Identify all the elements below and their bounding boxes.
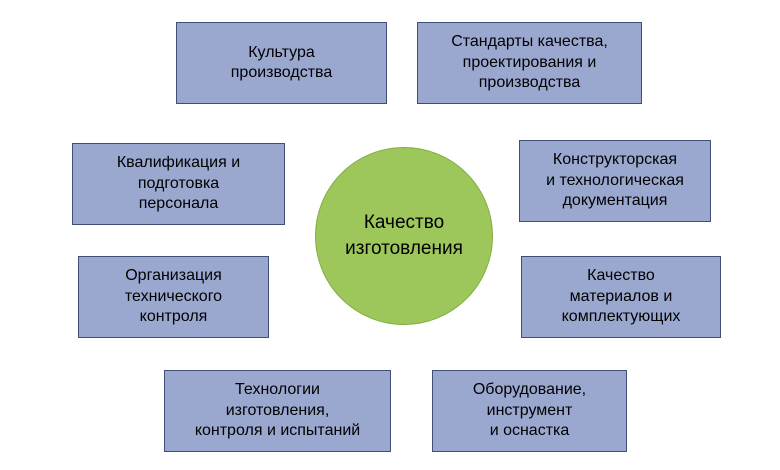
diagram-node-label: Качество материалов и комплектующих [561, 267, 681, 326]
diagram-node-label: Оборудование, инструмент и оснастка [472, 381, 587, 440]
diagram-node-equipment [432, 370, 627, 452]
diagram-node-qualification [72, 143, 285, 225]
diagram-node-control-organization [78, 256, 269, 338]
diagram-node-standards [417, 22, 642, 104]
diagram-node-documentation [519, 140, 711, 222]
diagram-node-culture [176, 22, 387, 104]
diagram-node-technologies [164, 370, 391, 452]
diagram-node-label: Культура производства [230, 43, 333, 81]
diagram-center-label: Качество изготовления [345, 212, 463, 259]
diagram-node-label: Квалификация и подготовка персонала [116, 154, 241, 213]
diagram-node-label: Конструкторская и технологическая документация [546, 151, 684, 210]
diagram-node-label: Технологии изготовления, контроля и испытаний [194, 381, 361, 440]
diagram-node-label: Организация технического контроля [124, 267, 223, 326]
diagram-node-label: Стандарты качества, проектирования и производства [451, 33, 608, 92]
diagram-node-materials [521, 256, 721, 338]
diagram-center-node [315, 147, 493, 325]
